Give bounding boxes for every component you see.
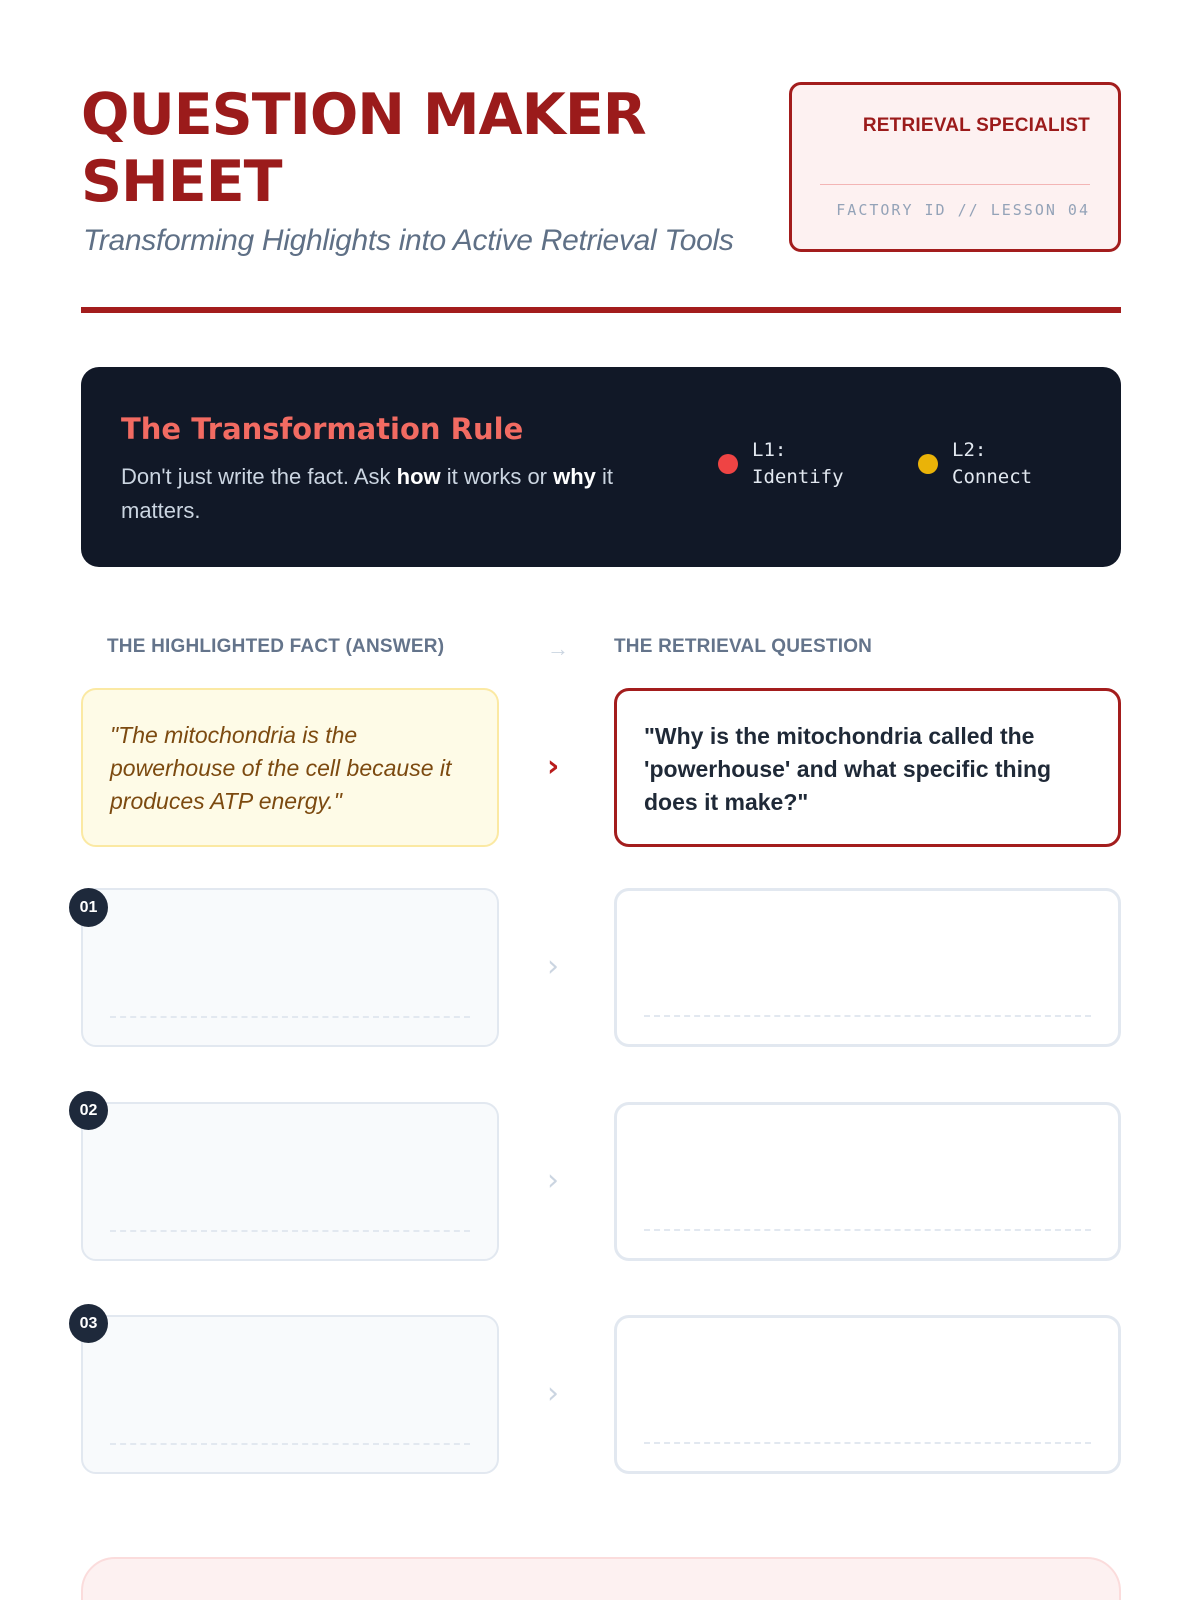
writing-line: [644, 1442, 1091, 1444]
example-fact-card: [81, 688, 499, 847]
level-label: L1: Identify: [752, 439, 844, 488]
fact-column-header: THE HIGHLIGHTED FACT (ANSWER): [107, 636, 445, 657]
page-title: QUESTION MAKER SHEET: [81, 82, 646, 215]
row-number-badge: 03: [69, 1304, 108, 1343]
chevron-right-icon: ›: [547, 749, 560, 784]
writing-line: [110, 1230, 470, 1232]
level-legend-l2: [918, 437, 1032, 491]
yellow-dot-icon: [918, 454, 938, 474]
writing-line: [110, 1443, 470, 1445]
example-question-card: [614, 688, 1121, 847]
rule-emphasis-how: how: [396, 464, 441, 489]
writing-line: [644, 1015, 1091, 1017]
example-question-text: "Why is the mitochondria called the 'powerhouse' and what specific thing does it make?": [644, 723, 1052, 815]
row-number-badge: 01: [69, 888, 108, 927]
red-dot-icon: [718, 454, 738, 474]
question-input-box[interactable]: [614, 1315, 1121, 1474]
badge-role-label: RETRIEVAL SPECIALIST: [862, 115, 1090, 136]
chevron-right-icon: ›: [547, 1376, 559, 1411]
rule-text: Don't just write the fact. Ask how it works or why it matters.: [121, 464, 614, 523]
transformation-rule-panel: [81, 367, 1121, 567]
question-input-box[interactable]: [614, 888, 1121, 1047]
fact-input-box[interactable]: [81, 888, 499, 1047]
row-number-badge: 02: [69, 1091, 108, 1130]
question-input-box[interactable]: [614, 1102, 1121, 1261]
rule-title: The Transformation Rule: [121, 412, 524, 446]
question-column-header: THE RETRIEVAL QUESTION: [614, 636, 873, 657]
role-badge: [789, 82, 1121, 252]
level-label: L2: Connect: [952, 439, 1033, 488]
header-divider: [81, 307, 1121, 313]
arrow-right-icon: →: [547, 636, 569, 661]
fact-input-box[interactable]: [81, 1102, 499, 1261]
badge-meta-label: FACTORY ID // LESSON 04: [836, 201, 1090, 219]
chevron-right-icon: ›: [547, 1163, 559, 1198]
writing-line: [110, 1016, 470, 1018]
example-fact-text: "The mitochondria is the powerhouse of the cell because it produces ATP energy.": [110, 722, 452, 814]
writing-line: [644, 1229, 1091, 1231]
page-subtitle: Transforming Highlights into Active Retrieval Tools: [83, 224, 734, 257]
rule-emphasis-why: why: [553, 464, 596, 489]
fact-input-box[interactable]: [81, 1315, 499, 1474]
badge-divider: [820, 184, 1090, 185]
chevron-right-icon: ›: [547, 949, 559, 984]
level-legend-l1: [718, 437, 844, 491]
bottom-panel: [81, 1557, 1121, 1600]
